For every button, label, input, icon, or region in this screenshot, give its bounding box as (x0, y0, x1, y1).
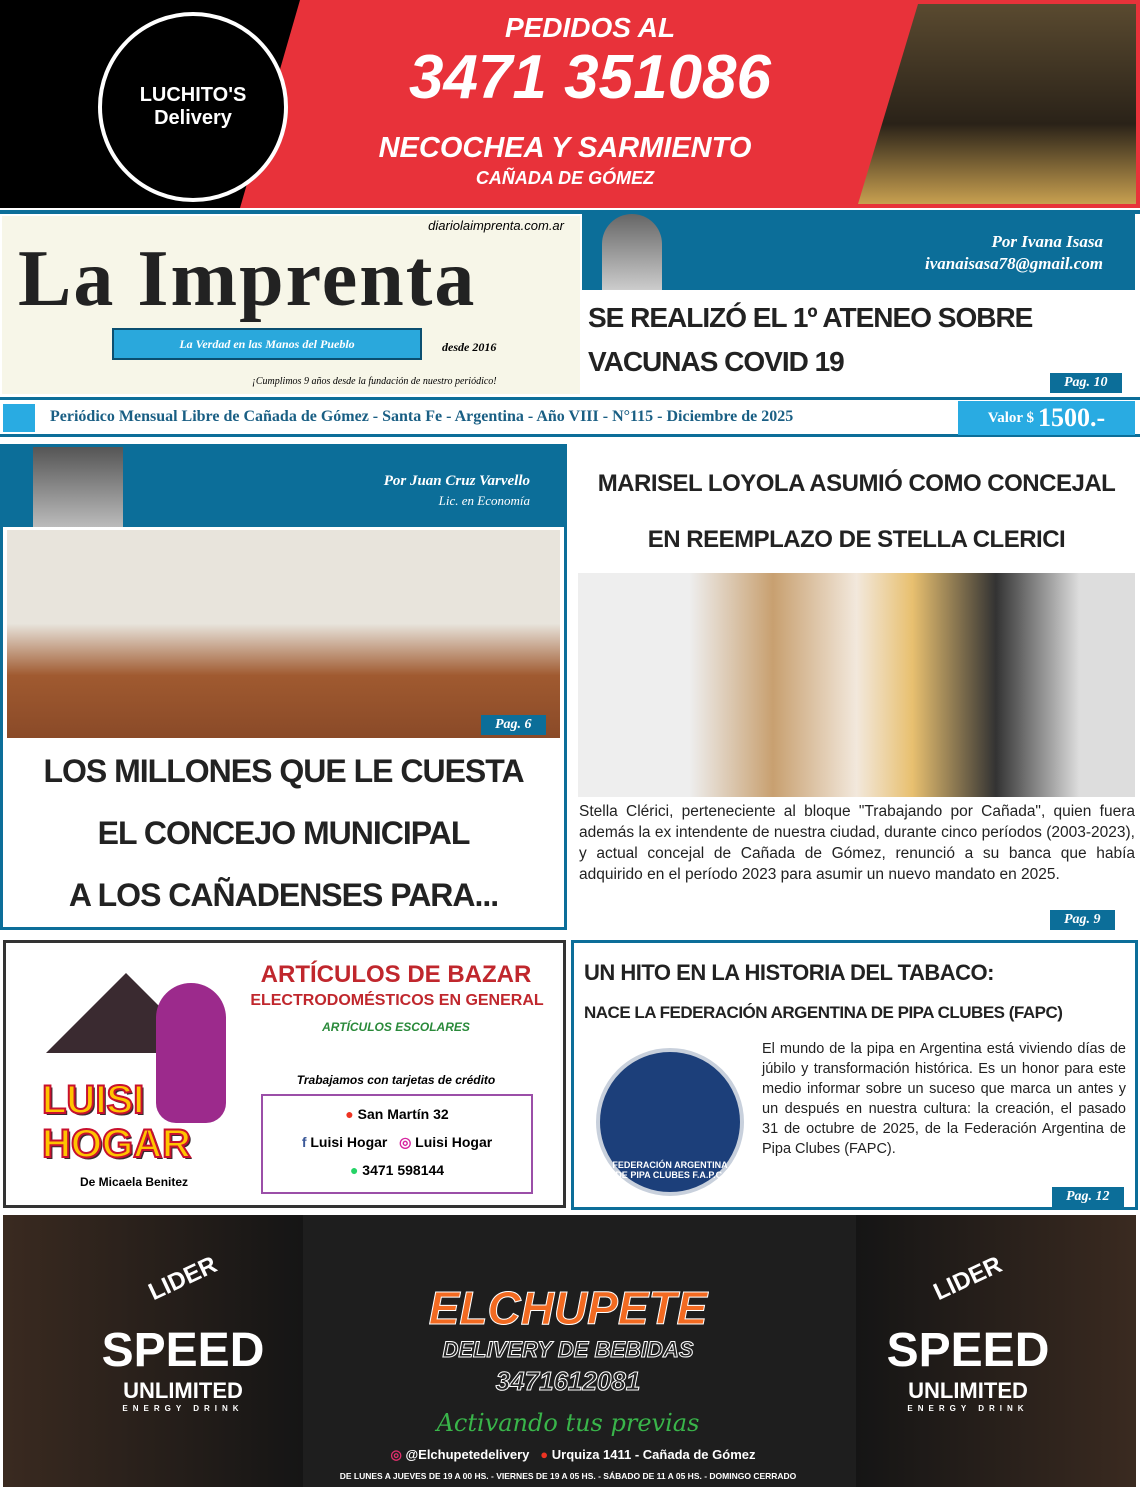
tabaco-story[interactable] (571, 940, 1138, 1210)
logo-text: FEDERACIÓN ARGENTINA DE PIPA CLUBES F.A.P.C. (612, 1160, 728, 1180)
headline-line: SE REALIZÓ EL 1º ATENEO SOBRE (588, 302, 1033, 333)
address: San Martín 32 (357, 1106, 449, 1122)
whatsapp-icon: ● (349, 1162, 359, 1178)
headline-line: MARISEL LOYOLA ASUMIÓ COMO CONCEJAL (597, 470, 1116, 497)
city: CAÑADA DE GÓMEZ (475, 168, 655, 188)
author: Por Juan Cruz Varvello (383, 473, 530, 489)
side-brand-left (98, 1251, 268, 1413)
anniversary: ¡Cumplimos 9 años desde la fundación de nuestro periódico! (252, 376, 497, 387)
headline-line: EL CONCEJO MUNICIPAL (97, 815, 470, 851)
info-bar (0, 397, 1140, 437)
headline-line: EN REEMPLAZO DE STELLA CLERICI (647, 526, 1066, 553)
speed-text: SPEED (101, 1324, 265, 1377)
loyola-photo (578, 573, 1135, 797)
author-title: Lic. en Economía (438, 493, 530, 508)
facebook-icon: f (301, 1134, 307, 1150)
energy-text: ENERGY DRINK (907, 1404, 1029, 1413)
lead-author-banner (582, 214, 1135, 290)
speed-text: SPEED (886, 1324, 1050, 1377)
page-ref[interactable]: Pag. 9 (1050, 910, 1115, 930)
energy-text: ENERGY DRINK (122, 1404, 244, 1413)
author-photo (33, 447, 123, 527)
unlimited-text: UNLIMITED (123, 1378, 243, 1403)
location-pin-icon: ● (345, 1106, 354, 1122)
lider-text: LIDER (929, 1251, 1007, 1306)
brand: ELCHUPETE (428, 1282, 708, 1334)
address: NECOCHEA Y SARMIENTO (378, 132, 752, 164)
headline-line: A LOS CAÑADENSES PARA... (68, 877, 499, 913)
contact-box (261, 1094, 533, 1194)
page-ref[interactable]: Pag. 10 (1050, 373, 1122, 393)
owner: De Micaela Benitez (80, 1175, 189, 1189)
order-label: PEDIDOS AL (504, 12, 676, 43)
side-brand-right (883, 1251, 1053, 1413)
loyola-story[interactable] (575, 444, 1138, 932)
order-phone: 3471 351086 (408, 43, 772, 112)
headline-line: VACUNAS COVID 19 (588, 346, 844, 377)
slogan: Activando tus previas (436, 1409, 700, 1437)
fapc-logo (596, 1048, 744, 1196)
page-ref[interactable]: Pag. 6 (481, 715, 546, 735)
lider-text: LIDER (144, 1251, 222, 1306)
luchitos-logo (98, 12, 288, 202)
since: desde 2016 (442, 340, 497, 354)
whatsapp: 3471 598144 (362, 1162, 445, 1178)
cards-note: Trabajamos con tarjetas de crédito (296, 1073, 496, 1087)
page-ref[interactable]: Pag. 12 (1052, 1187, 1124, 1207)
top-ad[interactable] (0, 0, 1140, 208)
unlimited-text: UNLIMITED (908, 1378, 1028, 1403)
author-photo (602, 214, 662, 290)
line1: ARTÍCULOS DE BAZAR (260, 961, 532, 988)
tabaco-headline (584, 953, 1129, 1033)
council-photo (7, 530, 560, 738)
headline-line: UN HITO EN LA HISTORIA DEL TABACO: (584, 960, 994, 985)
brand-line: LUISI (42, 1078, 145, 1122)
website: diariolaimprenta.com.ar (428, 218, 564, 233)
address: Urquiza 1411 - Cañada de Gómez (551, 1447, 756, 1462)
phone: 3471612081 (495, 1366, 641, 1396)
luisi-hogar-ad[interactable] (3, 940, 566, 1208)
elchupete-ad[interactable] (3, 1215, 1136, 1487)
motto: La Verdad en las Manos del Pueblo (179, 336, 355, 351)
masthead (2, 216, 580, 394)
line3: ARTÍCULOS ESCOLARES (322, 1020, 470, 1034)
headline-line: LOS MILLONES QUE LE CUESTA (43, 753, 524, 789)
loyola-body: Stella Clérici, perteneciente al bloque "Trabajando por Cañada", quien fuera además la ex intendente de nuestra ciudad, durante cinco períodos (2003-2023), y actual concejal de Cañada de Gómez, renunció a su banca que había adquirido en el período 2023 para asumir un nuevo mandato en 2025. (579, 803, 1135, 883)
loyola-headline (575, 456, 1138, 568)
price-box (958, 401, 1135, 435)
storefront-photo (858, 4, 1136, 204)
instagram: @Elchupetedelivery (405, 1447, 530, 1462)
author: Por Ivana Isasa (991, 232, 1103, 251)
location-pin-icon: ● (540, 1447, 549, 1462)
lead-headline[interactable] (588, 296, 1133, 384)
subtitle: DELIVERY DE BEBIDAS (442, 1337, 694, 1362)
line2: ELECTRODOMÉSTICOS EN GENERAL (250, 992, 544, 1009)
tabaco-body: El mundo de la pipa en Argentina está viviendo días de júbilo y transformación histórica. Es un honor para este medio informar sobre un suceso que marca un antes y un después en nuestra cultura: la creación, el pasado 31 de octubre de 2025, de la Federación Argentina de Pipa Clubes (FAPC). (762, 1041, 1126, 1157)
instagram-icon: ◎ (399, 1134, 412, 1150)
brand-line: HOGAR (42, 1122, 191, 1166)
instagram-icon: ◎ (390, 1447, 402, 1462)
price-label: Valor $ (987, 409, 1035, 426)
facebook: Luisi Hogar (310, 1134, 388, 1150)
newspaper-title: La Imprenta (18, 235, 477, 323)
issue-info: Periódico Mensual Libre de Cañada de Gómez - Santa Fe - Argentina - Año VIII - N°115 - Diciembre de 2025 (50, 408, 794, 425)
instagram: Luisi Hogar (415, 1134, 493, 1150)
concejo-story[interactable] (0, 444, 567, 930)
brand-text: LUCHITO'S Delivery (139, 84, 247, 129)
contact-line (293, 1447, 853, 1463)
headline-line: NACE LA FEDERACIÓN ARGENTINA DE PIPA CLUBES (FAPC) (584, 1003, 1063, 1022)
concejo-headline (3, 740, 564, 926)
motto-ribbon (112, 328, 422, 360)
hours: DE LUNES A JUEVES DE 19 A 00 HS. - VIERNES DE 19 A 05 HS. - SÁBADO DE 11 A 05 HS. - DOMINGO CERRADO (339, 1471, 797, 1481)
brand-name (42, 1078, 191, 1166)
author-email: ivanaisasa78@gmail.com (924, 254, 1103, 273)
price: 1500.- (1038, 403, 1106, 432)
